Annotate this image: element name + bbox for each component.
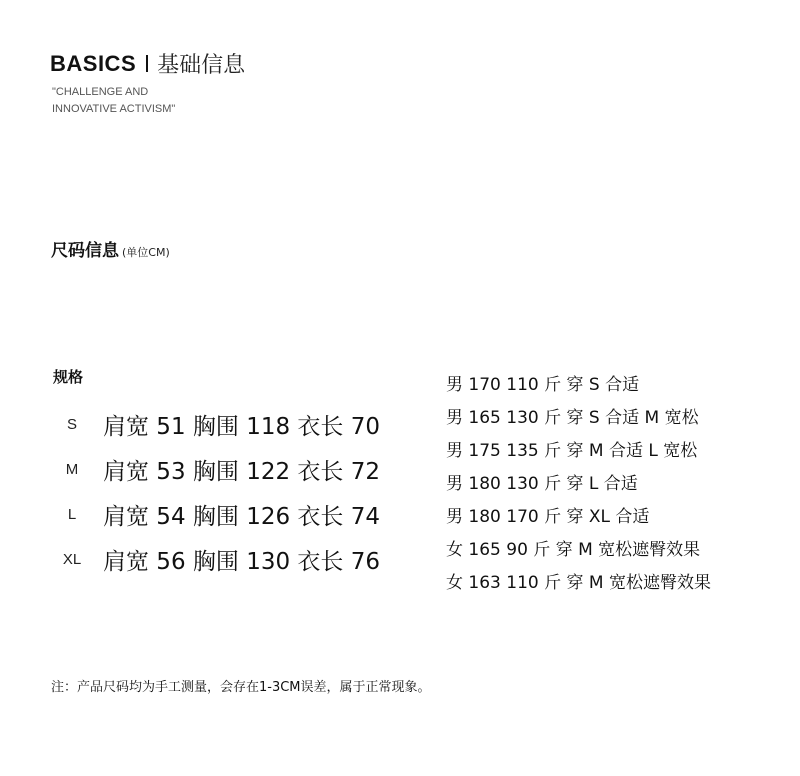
brand-divider <box>146 55 148 72</box>
size-info-heading: 尺码信息 <box>51 241 119 261</box>
size-info-unit: (单位CM) <box>122 246 170 259</box>
size-measurements: 肩宽 51 胸围 118 衣长 70 <box>103 414 380 440</box>
slogan <box>52 84 175 118</box>
fit-reference-item: 男 180 130 斤 穿 L 合适 <box>446 474 638 494</box>
size-measurements: 肩宽 56 胸围 130 衣长 76 <box>103 549 380 575</box>
size-row-xl <box>0 537 420 582</box>
fit-reference-item: 男 165 130 斤 穿 S 合适 M 宽松 <box>446 408 699 428</box>
fit-reference-item: 男 180 170 斤 穿 XL 合适 <box>446 507 650 527</box>
fit-reference-item: 女 163 110 斤 穿 M 宽松遮臀效果 <box>446 573 711 593</box>
fit-reference-item: 女 165 90 斤 穿 M 宽松遮臀效果 <box>446 540 701 560</box>
spec-header: 规格 <box>53 368 84 386</box>
size-table <box>0 402 420 582</box>
brand-name: BASICS <box>50 50 137 76</box>
size-measurements: 肩宽 53 胸围 122 衣长 72 <box>103 459 380 485</box>
measurement-note: 注：产品尺码均为手工测量，会存在1-3CM误差，属于正常现象。 <box>51 680 431 695</box>
size-row-l <box>0 492 420 537</box>
size-row-s <box>0 402 420 447</box>
slogan-line-1: "CHALLENGE AND <box>52 86 149 98</box>
size-label: L <box>67 506 77 523</box>
size-row-m <box>0 447 420 492</box>
size-measurements: 肩宽 54 胸围 126 衣长 74 <box>103 504 380 530</box>
brand-subtitle: 基础信息 <box>157 53 246 78</box>
fit-reference-item: 男 170 110 斤 穿 S 合适 <box>446 375 640 395</box>
fit-reference-item: 男 175 135 斤 穿 M 合适 L 宽松 <box>446 441 698 461</box>
brand-header <box>50 48 245 79</box>
fit-reference-list <box>446 369 786 600</box>
size-label: XL <box>62 551 82 568</box>
slogan-line-2: INNOVATIVE ACTIVISM" <box>52 103 176 115</box>
size-label: S <box>66 416 77 433</box>
size-label: M <box>65 461 79 478</box>
size-info-title <box>51 236 170 261</box>
